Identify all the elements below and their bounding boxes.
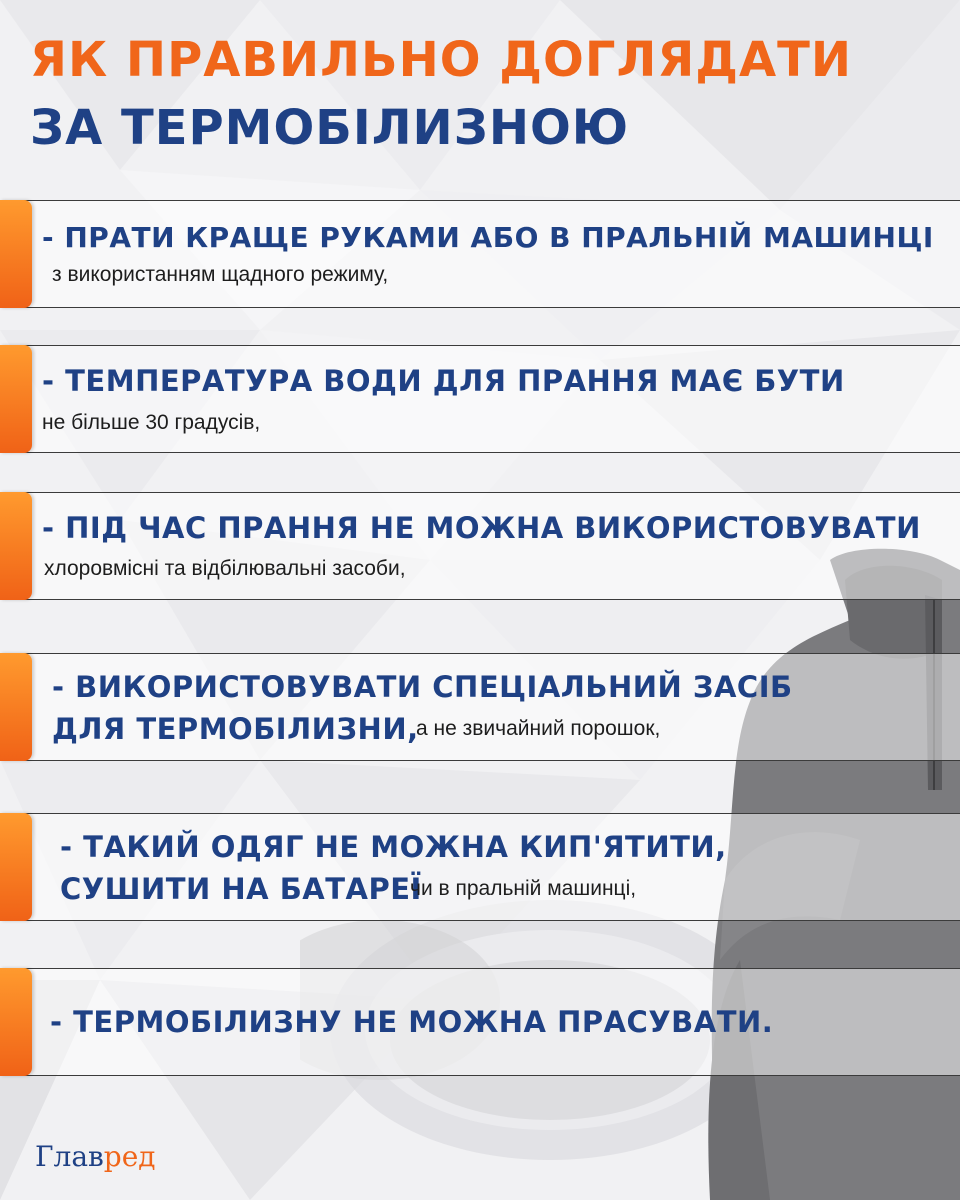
tip-card-5 <box>0 813 960 921</box>
logo-part-2: ред <box>103 1140 156 1173</box>
tip-heading: - ПІД ЧАС ПРАННЯ НЕ МОЖНА ВИКОРИСТОВУВАТИ <box>42 511 921 545</box>
tip-card-3 <box>0 492 960 600</box>
tip-detail: не більше 30 градусів, <box>42 411 261 434</box>
tip-accent-bar <box>0 813 32 921</box>
tip-accent-bar <box>0 653 32 761</box>
tip-accent-bar <box>0 200 32 308</box>
tip-heading: - ПРАТИ КРАЩЕ РУКАМИ АБО В ПРАЛЬНІЙ МАШИНЦІ <box>42 221 934 254</box>
tip-detail: а не звичайний порошок, <box>416 717 661 740</box>
tip-detail: чи в пральній машинці, <box>410 877 637 900</box>
tip-heading: - ТАКИЙ ОДЯГ НЕ МОЖНА КИП'ЯТИТИ, <box>60 830 727 864</box>
title-line-1: ЯК ПРАВИЛЬНО ДОГЛЯДАТИ <box>30 32 853 88</box>
logo-part-1: Глав <box>35 1140 104 1173</box>
tip-detail: хлоровмісні та відбілювальні засоби, <box>44 557 406 580</box>
tip-heading-line-2: СУШИТИ НА БАТАРЕЇ <box>60 872 422 906</box>
glavred-logo <box>35 1140 156 1173</box>
tip-heading: - ВИКОРИСТОВУВАТИ СПЕЦІАЛЬНИЙ ЗАСІБ <box>52 670 793 704</box>
tip-accent-bar <box>0 345 32 453</box>
tip-heading: - ТЕРМОБІЛИЗНУ НЕ МОЖНА ПРАСУВАТИ. <box>50 1005 774 1039</box>
tip-accent-bar <box>0 492 32 600</box>
tip-detail: з використанням щадного режиму, <box>52 263 389 286</box>
tip-accent-bar <box>0 968 32 1076</box>
tip-heading-line-2: ДЛЯ ТЕРМОБІЛИЗНИ, <box>52 712 419 746</box>
tip-card-6 <box>0 968 960 1076</box>
tip-card-1 <box>0 200 960 308</box>
title-line-2: ЗА ТЕРМОБІЛИЗНОЮ <box>30 100 630 156</box>
tip-card-2 <box>0 345 960 453</box>
tip-heading: - ТЕМПЕРАТУРА ВОДИ ДЛЯ ПРАННЯ МАЄ БУТИ <box>42 364 845 398</box>
tip-card-4 <box>0 653 960 761</box>
